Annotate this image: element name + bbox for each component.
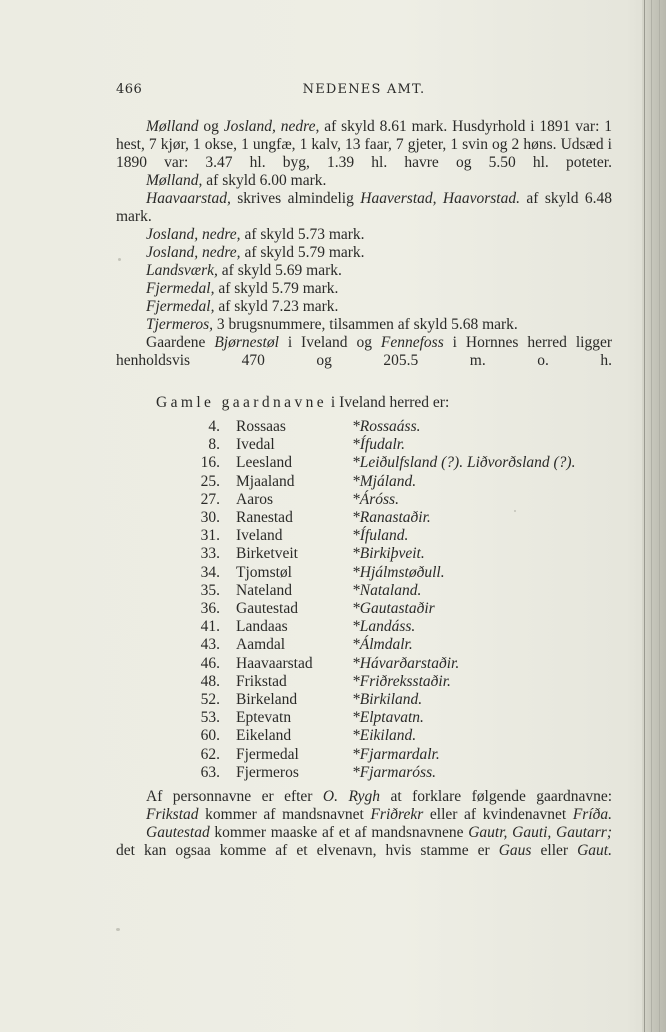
names-heading <box>156 394 596 412</box>
entry-paragraph <box>116 316 612 334</box>
farm-name-row <box>168 454 575 472</box>
modern-name: Mjaaland <box>236 472 295 490</box>
paragraph-text: eller <box>531 842 578 859</box>
old-norse-name: *Ífuland. <box>352 527 409 545</box>
modern-name: Aaros <box>236 490 274 508</box>
farm-name: Fennefoss <box>380 334 444 351</box>
farm-number: 16. <box>200 454 220 472</box>
edge-line <box>644 0 645 1032</box>
entry-paragraph <box>116 172 612 190</box>
farm-number: 36. <box>200 600 220 618</box>
entry-text: 3 brugsnummere, tilsammen af skyld 5.68 mark. <box>213 316 518 333</box>
personal-name: Fríða. <box>572 806 612 823</box>
old-norse-name: *Nataland. <box>352 581 422 599</box>
page-edge <box>642 0 666 1032</box>
old-norse-name: *Birkiland. <box>352 691 423 709</box>
entry-paragraph <box>116 190 612 226</box>
entry-text: af skyld 5.69 mark. <box>217 262 342 279</box>
entry-text: af skyld 6.48 mark. <box>116 190 612 225</box>
farm-name: Mølland <box>146 118 199 135</box>
old-norse-name: *Birkiþveit. <box>352 545 425 563</box>
modern-name: Eikeland <box>236 727 292 745</box>
farm-number: 53. <box>200 709 220 727</box>
farm-name: Josland, nedre, <box>146 226 241 243</box>
closing-paragraph <box>116 824 612 860</box>
paragraph-text: Gaardene <box>146 334 215 351</box>
farm-name: Bjørnestøl <box>214 334 279 351</box>
page-title: NEDENES AMT. <box>302 82 426 97</box>
farm-name: Josland, nedre, <box>223 118 320 135</box>
old-norse-name: *Fjarmardalr. <box>352 745 440 763</box>
river-name: Gaut. <box>577 842 612 859</box>
modern-name: Ivedal <box>236 436 275 454</box>
modern-name: Fjermeros <box>236 763 299 781</box>
closing-paragraph <box>116 806 612 824</box>
farm-name-row <box>168 691 575 709</box>
edge-line <box>651 0 652 1032</box>
page-number: 466 <box>116 82 143 97</box>
paragraph-text: kommer af mandsnavnet <box>198 806 371 823</box>
modern-name: Eptevatn <box>236 709 292 727</box>
farm-number: 63. <box>200 763 220 781</box>
farm-name-row <box>168 727 575 745</box>
farm-name: Haavaarstad, <box>146 190 231 207</box>
modern-name: Birketveit <box>236 545 298 563</box>
personal-name: Friðrekr <box>370 806 424 823</box>
farm-number: 4. <box>208 418 220 435</box>
farm-names-table <box>168 418 575 782</box>
closing-paragraph <box>116 788 612 806</box>
entry-text: af skyld 5.79 mark. <box>214 280 339 297</box>
farm-name-row <box>168 582 575 600</box>
modern-name: Gautestad <box>236 600 298 618</box>
farm-name-row <box>168 600 575 618</box>
paragraph-text: kommer maaske af et af mandsnavnene <box>209 824 469 841</box>
entry-text: skrives almindelig <box>230 190 361 207</box>
paragraph-text: Af personnavne er efter <box>146 788 323 805</box>
paragraph-text: i Iveland og <box>278 334 381 351</box>
farm-name-row <box>168 436 575 454</box>
paragraph-text: eller af kvindenavnet <box>423 806 573 823</box>
modern-name: Aamdal <box>236 636 286 654</box>
farm-number: 46. <box>200 654 220 672</box>
paragraph-text: at forklare følgende gaardnavne: <box>380 788 613 805</box>
personal-name: Gautr, Gauti, Gautarr; <box>468 824 612 841</box>
old-norse-name: *Elptavatn. <box>352 709 424 727</box>
farm-number: 30. <box>200 509 220 527</box>
elevation-paragraph <box>116 334 612 370</box>
old-norse-name: *Ranastaðir. <box>352 509 431 527</box>
old-norse-name: *Hávarðarstaðir. <box>352 654 460 672</box>
old-norse-name: *Fjarmaróss. <box>352 763 436 781</box>
farm-name: Landsværk, <box>146 262 218 279</box>
old-norse-name: *Ífudalr. <box>352 436 405 454</box>
entry-text: af skyld 6.00 mark. <box>202 172 327 189</box>
farm-number: 48. <box>200 672 220 690</box>
paragraph-text: det kan ogsaa komme af et elvenavn, hvis stamme er <box>116 842 499 859</box>
edge-line <box>659 0 660 1032</box>
entry-paragraph <box>116 262 612 280</box>
farm-name: Fjermedal, <box>146 298 215 315</box>
farm-name-row <box>168 673 575 691</box>
farm-number: 8. <box>208 436 220 454</box>
entry-paragraph <box>116 118 612 172</box>
heading-text: i Iveland herred er: <box>327 394 450 411</box>
entry-paragraph <box>116 280 612 298</box>
farm-number: 62. <box>200 745 220 763</box>
farm-number: 35. <box>200 581 220 599</box>
farm-name: Haaverstad, Haavorstad. <box>360 190 520 207</box>
old-norse-name: *Eikiland. <box>352 727 417 745</box>
modern-name: Birkeland <box>236 691 298 709</box>
entry-text: af skyld 5.73 mark. <box>240 226 365 243</box>
farm-name: Tjermeros, <box>146 316 214 333</box>
farm-name-row <box>168 636 575 654</box>
farm-number: 60. <box>200 727 220 745</box>
running-header <box>116 82 612 102</box>
farm-name-row <box>168 545 575 563</box>
farm-number: 43. <box>200 636 220 654</box>
entry-paragraph <box>116 226 612 244</box>
farm-entries <box>116 118 612 370</box>
old-norse-name: *Leiðulfsland (?). Liðvorðsland (?). <box>352 454 576 472</box>
farm-number: 41. <box>200 618 220 636</box>
entry-text: af skyld 7.23 mark. <box>214 298 339 315</box>
old-norse-name: *Áróss. <box>352 490 399 508</box>
farm-name-row <box>168 527 575 545</box>
closing-paragraphs <box>116 788 612 860</box>
old-norse-name: *Rossaáss. <box>352 418 421 435</box>
old-norse-name: *Friðreksstaðir. <box>352 672 451 690</box>
farm-number: 31. <box>200 527 220 545</box>
heading-spaced-text: Gamle gaardnavne <box>156 394 328 411</box>
farm-name-row <box>168 618 575 636</box>
old-norse-name: *Mjáland. <box>352 472 417 490</box>
river-name: Gaus <box>498 842 532 859</box>
old-norse-name: *Gautastaðir <box>352 600 435 618</box>
farm-name-row <box>168 564 575 582</box>
old-norse-name: *Landáss. <box>352 618 416 636</box>
farm-name-row <box>168 655 575 673</box>
farm-number: 33. <box>200 545 220 563</box>
entry-text: og <box>198 118 224 135</box>
farm-number: 27. <box>200 490 220 508</box>
farm-name: Gautestad <box>146 824 210 841</box>
modern-name: Haavaarstad <box>236 654 313 672</box>
farm-number: 34. <box>200 563 220 581</box>
modern-name: Ranestad <box>236 509 293 527</box>
old-norse-name: *Hjálmstøðull. <box>352 563 445 581</box>
farm-name-row <box>168 418 575 436</box>
farm-name-row <box>168 491 575 509</box>
farm-name-row <box>168 709 575 727</box>
entry-paragraph <box>116 298 612 316</box>
print-speck <box>514 510 516 512</box>
modern-name: Frikstad <box>236 672 287 690</box>
entry-text: af skyld 5.79 mark. <box>240 244 365 261</box>
modern-name: Rossaas <box>236 418 286 435</box>
modern-name: Leesland <box>236 454 292 472</box>
modern-name: Landaas <box>236 618 288 636</box>
farm-name: Mølland, <box>146 172 203 189</box>
modern-name: Iveland <box>236 527 283 545</box>
modern-name: Fjermedal <box>236 745 299 763</box>
print-speck <box>116 928 120 931</box>
author-name: O. Rygh <box>322 788 381 805</box>
farm-name: Josland, nedre, <box>146 244 241 261</box>
farm-name: Fjermedal, <box>146 280 215 297</box>
entry-paragraph <box>116 244 612 262</box>
paragraph-text: i Hornnes herred ligger henholdsvis 470 og 205.5 m. o. h. <box>116 334 613 369</box>
modern-name: Nateland <box>236 581 292 599</box>
farm-name-row <box>168 764 575 782</box>
farm-number: 25. <box>200 472 220 490</box>
farm-name-row <box>168 746 575 764</box>
farm-name-row <box>168 473 575 491</box>
print-speck <box>118 258 121 261</box>
entry-text: af skyld 8.61 mark. Husdyrhold i 1891 var: 1 hest, 7 kjør, 1 okse, 1 ungfæ, 1 kalv, 13 faar, 7 gjeter, 1 svin og 2 høns. Udsæd i 1890 var: 3.47 hl. byg, 1.39 hl. havre og 5.50 hl. poteter. <box>116 118 613 171</box>
modern-name: Tjomstøl <box>236 563 292 581</box>
farm-name: Frikstad <box>146 806 199 823</box>
old-norse-name: *Álmdalr. <box>352 636 413 654</box>
farm-number: 52. <box>200 691 220 709</box>
